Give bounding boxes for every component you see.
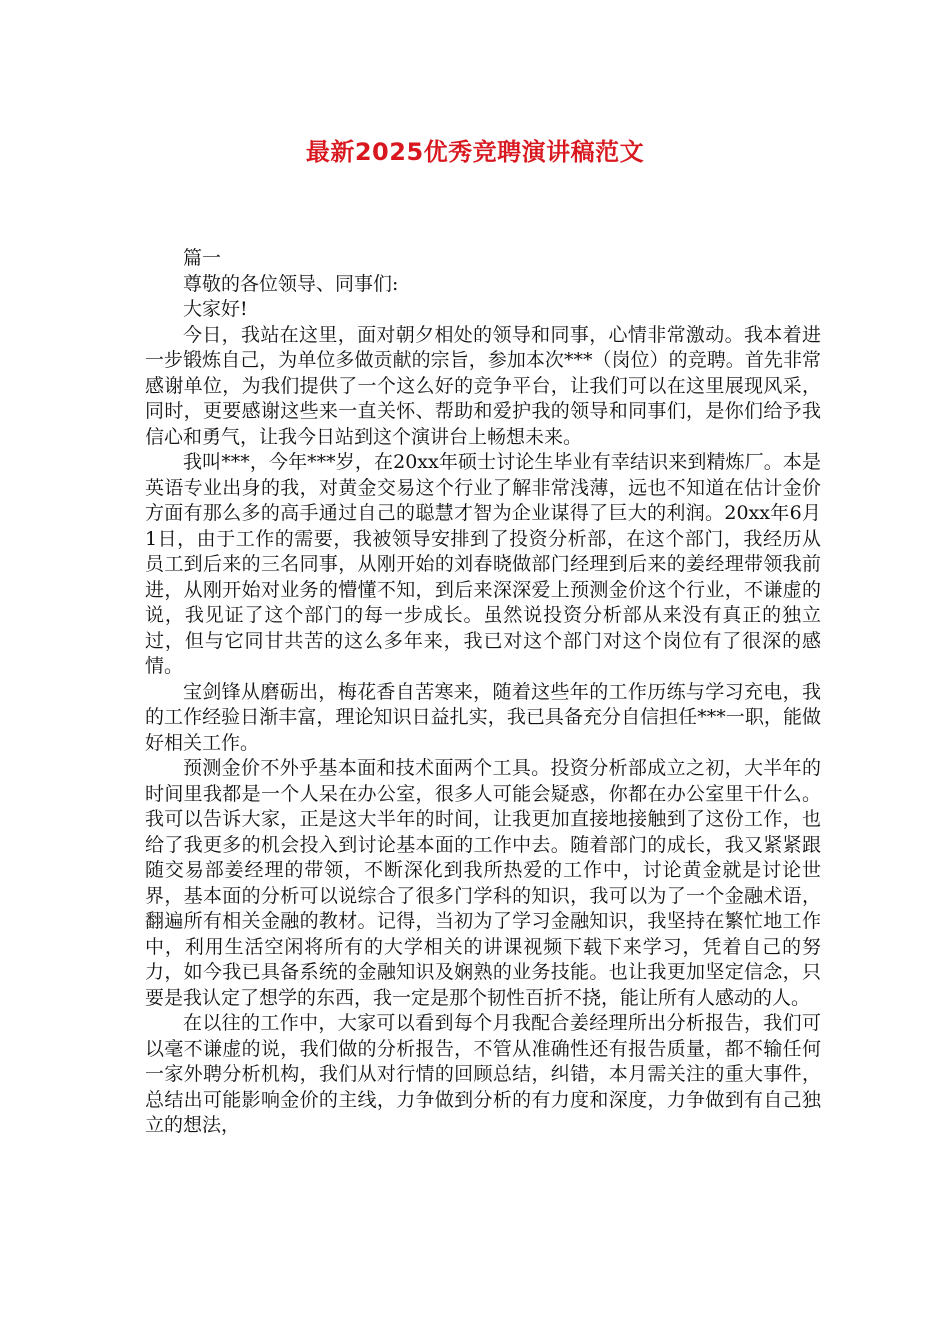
paragraph-greeting: 大家好! [183,298,248,320]
document-body [145,246,821,1139]
paragraph-body: 今日，我站在这里，面对朝夕相处的领导和同事，心情非常激动。我本着进一步锻炼自己，为单位多做贡献的宗旨，参加本次***（岗位）的竞聘。首先非常感谢单位，为我们提供了一个这么好的竞争平台，让我们可以在这里展现风采，同时，更要感谢这些来一直关怀、帮助和爱护我的领导和同事们，是你们给予我信心和勇气，让我今日站到这个演讲台上畅想未来。 [145,323,821,448]
paragraph-body: 预测金价不外乎基本面和技术面两个工具。投资分析部成立之初，大半年的时间里我都是一个人呆在办公室，很多人可能会疑惑，你都在办公室里干什么。我可以告诉大家，正是这大半年的时间，让我更加直接地接触到了这份工作，也给了我更多的机会投入到讨论基本面的工作中去。随着部门的成长，我又紧紧跟随交易部姜经理的带领，不断深化到我所热爱的工作中，讨论黄金就是讨论世界，基本面的分析可以说综合了很多门学科的知识，我可以为了一个金融术语，翻遍所有相关金融的教材。记得，当初为了学习金融知识，我坚持在繁忙地工作中，利用生活空闲将所有的大学相关的讲课视频下载下来学习，凭着自己的努力，如今我已具备系统的金融知识及娴熟的业务技能。也让我更加坚定信念，只要是我认定了想学的东西，我一定是那个韧性百折不挠，能让所有人感动的人。 [145,757,821,1009]
paragraph-salutation: 尊敬的各位领导、同事们: [183,272,399,295]
paragraph-body: 我叫***，今年***岁，在20xx年硕士讨论生毕业有幸结识来到精炼厂。本是英语专业出身的我，对黄金交易这个行业了解非常浅薄，远也不知道在估计金价方面有那么多的高手通过自己的聪慧才智为企业谋得了巨大的利润。20xx年6月1日，由于工作的需要，我被领导安排到了投资分析部，在这个部门，我经历从员工到后来的三名同事，从刚开始的刘春晓做部门经理到后来的姜经理带领我前进，从刚开始对业务的懵懂不知，到后来深深爱上预测金价这个行业，不谦虚的说，我见证了这个部门的每一步成长。虽然说投资分析部从来没有真正的独立过，但与它同甘共苦的这么多年来，我已对这个部门对这个岗位有了很深的感情。 [145,451,821,677]
paragraph-section-label: 篇一 [183,247,222,269]
paragraph-body: 宝剑锋从磨砺出，梅花香自苦寒来，随着这些年的工作历练与学习充电，我的工作经验日渐丰富，理论知识日益扎实，我已具备充分自信担任***一职，能做好相关工作。 [145,680,821,754]
paragraph-body: 在以往的工作中，大家可以看到每个月我配合姜经理所出分析报告，我们可以毫不谦虚的说，我们做的分析报告，不管从准确性还有报告质量，都不输任何一家外聘分析机构，我们从对行情的回顾总结，纠错，本月需关注的重大事件，总结出可能影响金价的主线，力争做到分析的有力度和深度，力争做到有自己独立的想法， [145,1012,821,1136]
page-title: 最新2025优秀竞聘演讲稿范文 [305,138,645,166]
